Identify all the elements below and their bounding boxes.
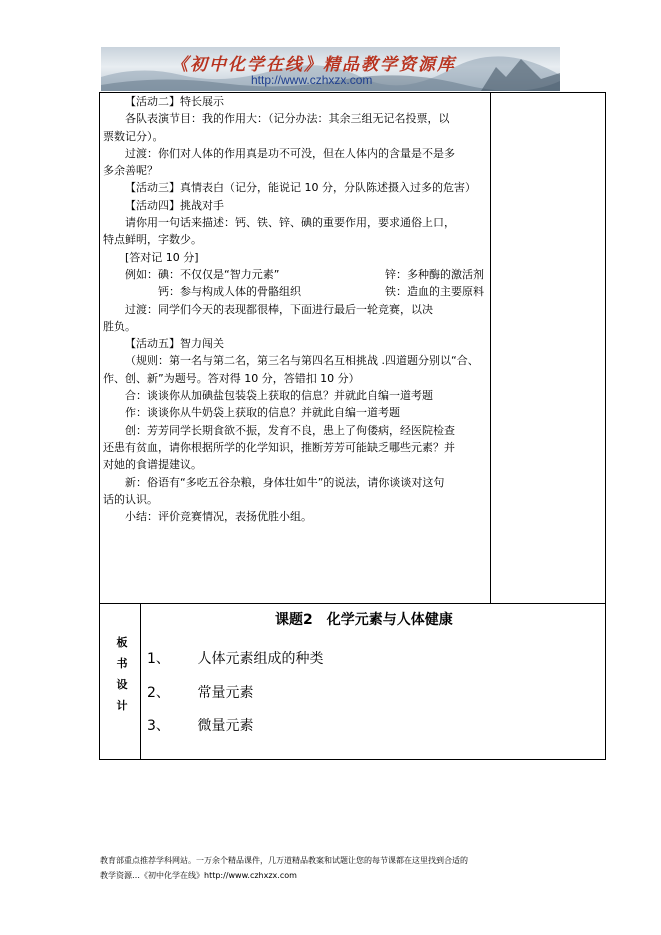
board-item bbox=[147, 715, 253, 735]
board-item-text: 微量元素 bbox=[197, 718, 254, 734]
header-banner bbox=[101, 47, 560, 91]
board-item bbox=[147, 682, 253, 702]
content-line: 多余善呢？ bbox=[103, 164, 158, 178]
board-item-number: 3、 bbox=[147, 718, 170, 734]
board-design-label bbox=[107, 632, 137, 716]
example-left: 例如：碘：不仅仅是“智力元素” bbox=[125, 267, 280, 281]
activity-content bbox=[103, 93, 490, 525]
content-line: 胜负。 bbox=[103, 319, 136, 333]
content-line: 过渡：你们对人体的作用真是功不可没，但在人体内的含量是不是多 bbox=[125, 146, 455, 160]
content-line: 【活动三】真情表白（记分，能说记 10 分，分队陈述摄入过多的危害） bbox=[125, 181, 476, 195]
board-item-number: 1、 bbox=[147, 651, 170, 667]
example-row bbox=[103, 266, 490, 283]
example-right: 锌：多种酶的激活剂 bbox=[385, 267, 484, 281]
content-line: 作：谈谈你从牛奶袋上获取的信息？并就此自编一道考题 bbox=[125, 406, 400, 420]
footer-line: 教育部重点推荐学科网站。一万余个精品课件，几万道精品教案和试题让您的每节课都在这里找到合适的 bbox=[100, 856, 468, 865]
example-right: 铁：造血的主要原料 bbox=[385, 285, 484, 299]
board-label-char: 计 bbox=[116, 699, 128, 712]
board-label-char: 书 bbox=[116, 657, 128, 670]
board-item-text: 人体元素组成的种类 bbox=[197, 651, 324, 667]
content-line: 请你用一句话来描述：钙、铁、锌、碘的重要作用，要求通俗上口， bbox=[125, 216, 455, 230]
content-line: 话的认识。 bbox=[103, 492, 158, 506]
board-label-char: 设 bbox=[116, 678, 128, 691]
footer-line: 教学资源…《初中化学在线》http://www.czhxzx.com bbox=[100, 871, 297, 880]
board-item bbox=[147, 648, 323, 668]
content-line: 作、创、新”为题号。答对得 10 分，答错扣 10 分） bbox=[103, 371, 360, 385]
content-line: 过渡：同学们今天的表现都很棒，下面进行最后一轮竞赛，以决 bbox=[125, 302, 433, 316]
banner-url: http://www.czhxzx.com bbox=[251, 73, 373, 87]
content-line: 小结：评价竞赛情况，表扬优胜小组。 bbox=[125, 510, 312, 524]
content-line: 创：芳芳同学长期食欲不振，发育不良，患上了佝偻病，经医院检查 bbox=[125, 423, 455, 437]
board-item-number: 2、 bbox=[147, 685, 170, 701]
board-title: 课题2 化学元素与人体健康 bbox=[275, 612, 453, 628]
content-line: 各队表演节目：我的作用大：（记分办法：其余三组无记名投票，以 bbox=[125, 112, 450, 126]
table-divider-right bbox=[490, 92, 491, 603]
content-line: 新：俗语有“多吃五谷杂粮，身体壮如牛”的说法，请你谈谈对这句 bbox=[125, 475, 445, 489]
board-item-text: 常量元素 bbox=[197, 685, 254, 701]
content-line: 【活动二】特长展示 bbox=[125, 95, 224, 108]
example-left: 钙：参与构成人体的骨骼组织 bbox=[125, 285, 301, 299]
content-line: 对她的食谱提建议。 bbox=[103, 458, 202, 472]
content-line: 【活动五】智力闯关 bbox=[125, 337, 224, 351]
content-line: 【活动四】挑战对手 bbox=[125, 198, 224, 212]
banner-title: 《初中化学在线》精品教学资源库 bbox=[171, 55, 456, 75]
content-line: 还患有贫血，请你根据所学的化学知识，推断芳芳可能缺乏哪些元素？并 bbox=[103, 440, 455, 454]
content-line: 合：谈谈你从加碘盐包装袋上获取的信息？并就此自编一道考题 bbox=[125, 389, 433, 403]
example-row bbox=[103, 283, 490, 300]
table-divider-board bbox=[140, 603, 141, 759]
content-line: [答对记 10 分] bbox=[125, 250, 199, 264]
page-footer bbox=[100, 853, 570, 883]
content-line: 特点鲜明，字数少。 bbox=[103, 233, 202, 247]
content-line: （规则：第一名与第二名，第三名与第四名互相挑战 .四道题分别以“合、 bbox=[125, 354, 479, 368]
board-label-char: 板 bbox=[116, 636, 128, 649]
table-divider-middle bbox=[99, 603, 605, 604]
content-line: 票数记分）。 bbox=[103, 129, 164, 143]
